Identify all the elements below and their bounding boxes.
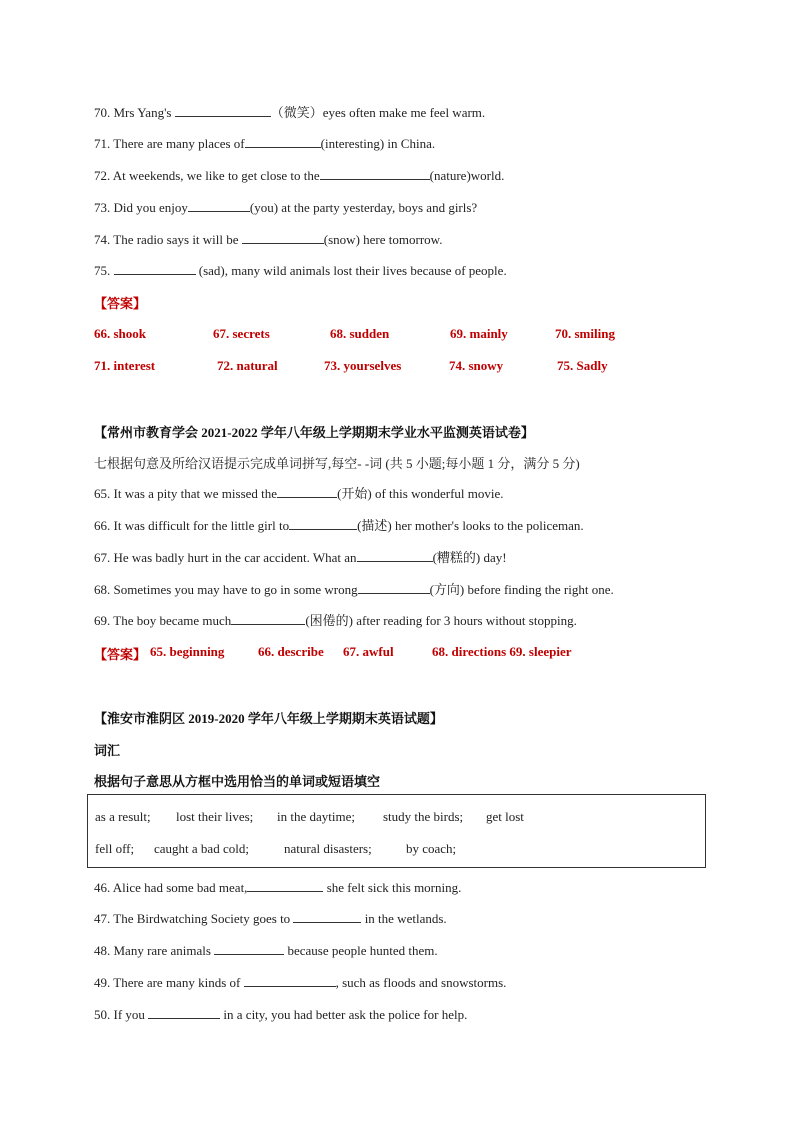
word-bank-box (87, 794, 706, 868)
answer-item: 73. yourselves (324, 358, 402, 373)
answer-item: 70. smiling (555, 326, 615, 341)
answer-blank[interactable] (293, 910, 361, 923)
answer-blank[interactable] (277, 485, 337, 498)
answer-label: 【答案】 (94, 296, 147, 311)
word-option: as a result; (95, 809, 151, 824)
word-option: natural disasters; (284, 841, 372, 856)
section-heading: 【常州市教育学会 2021-2022 学年八年级上学期期末学业水平监测英语试卷】 (94, 425, 534, 440)
answer-blank[interactable] (231, 612, 305, 625)
answer-item: 67. awful (343, 644, 394, 659)
word-option: get lost (486, 809, 524, 824)
question-65: 65. It was a pity that we missed the (开始) of this wonderful movie. (94, 486, 504, 501)
answer-blank[interactable] (175, 104, 271, 117)
question-74: 74. The radio says it will be (snow) here tomorrow. (94, 232, 443, 247)
answer-blank[interactable] (242, 231, 324, 244)
answer-blank[interactable] (244, 974, 336, 987)
answer-blank[interactable] (214, 942, 284, 955)
question-71: 71. There are many places of (interesting) in China. (94, 136, 436, 151)
answer-blank[interactable] (188, 199, 250, 212)
answer-blank[interactable] (320, 167, 430, 180)
answer-item: 68. directions 69. sleepier (432, 644, 572, 659)
answer-item: 75. Sadly (557, 358, 608, 373)
question-48: 48. Many rare animals because people hunted them. (94, 943, 438, 958)
answer-item: 66. describe (258, 644, 324, 659)
answer-item: 74. snowy (449, 358, 504, 373)
answer-item: 72. natural (217, 358, 278, 373)
word-option: caught a bad cold; (154, 841, 249, 856)
word-option: fell off; (95, 841, 135, 856)
question-50: 50. If you in a city, you had better ask the police for help. (94, 1007, 468, 1022)
answer-blank[interactable] (247, 879, 323, 892)
answer-item: 66. shook (94, 326, 147, 341)
word-option: study the birds; (383, 809, 464, 824)
question-46: 46. Alice had some bad meat, she felt sick this morning. (94, 880, 462, 895)
word-option: by coach; (406, 841, 457, 856)
word-option: lost their lives; (176, 809, 254, 824)
answer-item: 67. secrets (213, 326, 270, 341)
section-instruction: 七根据句意及所给汉语提示完成单词拼写,每空- -词 (共 5 小题;每小题 1 分，满分 5 分) (94, 456, 580, 471)
answer-blank[interactable] (114, 262, 196, 275)
question-67: 67. He was badly hurt in the car accident. What an (糟糕的) day! (94, 550, 507, 565)
section-instruction: 根据句子意思从方框中选用恰当的单词或短语填空 (94, 774, 381, 789)
answer-blank[interactable] (358, 581, 430, 594)
question-69: 69. The boy became much (困倦的) after reading for 3 hours without stopping. (94, 613, 577, 628)
question-47: 47. The Birdwatching Society goes to in the wetlands. (94, 911, 447, 926)
question-68: 68. Sometimes you may have to go in some wrong (方向) before finding the right one. (94, 582, 614, 597)
answer-item: 71. interest (94, 358, 156, 373)
answer-blank[interactable] (245, 135, 321, 148)
answer-blank[interactable] (357, 549, 433, 562)
answer-label: 【答案】 (94, 647, 147, 662)
question-66: 66. It was difficult for the little girl to (描述) her mother's looks to the policeman. (94, 518, 584, 533)
question-73: 73. Did you enjoy (you) at the party yesterday, boys and girls? (94, 200, 478, 215)
answer-blank[interactable] (289, 517, 357, 530)
answer-item: 68. sudden (330, 326, 390, 341)
question-72: 72. At weekends, we like to get close to the (nature)world. (94, 168, 505, 183)
answer-blank[interactable] (148, 1006, 220, 1019)
question-75: 75. (sad), many wild animals lost their lives because of people. (94, 263, 507, 278)
question-49: 49. There are many kinds of , such as floods and snowstorms. (94, 975, 507, 990)
section-subheading: 词汇 (94, 743, 121, 758)
answer-item: 69. mainly (450, 326, 508, 341)
answer-item: 65. beginning (150, 644, 225, 659)
question-70: 70. Mrs Yang's （微笑）eyes often make me feel warm. (94, 105, 486, 120)
section-heading: 【淮安市淮阴区 2019-2020 学年八年级上学期期末英语试题】 (94, 711, 443, 726)
word-option: in the daytime; (277, 809, 355, 824)
